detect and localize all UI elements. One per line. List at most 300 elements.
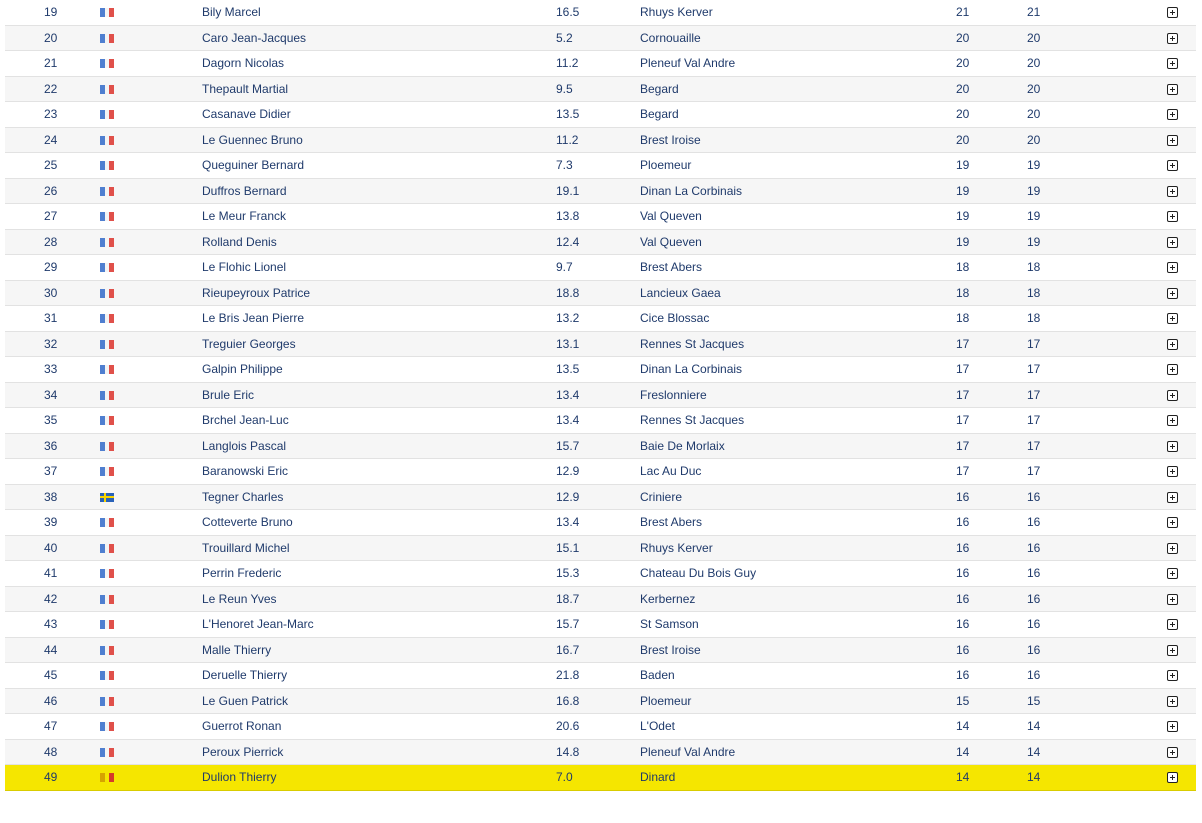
plus-square-icon[interactable]	[1167, 288, 1178, 299]
plus-square-icon[interactable]	[1167, 747, 1178, 758]
france-flag-icon	[100, 391, 114, 400]
handicap: 18.8	[556, 285, 580, 300]
handicap: 13.5	[556, 362, 580, 376]
player-name: Malle Thierry	[202, 642, 272, 657]
expand-cell	[1167, 485, 1181, 510]
plus-square-icon[interactable]	[1167, 415, 1178, 426]
table-row[interactable]	[5, 102, 1196, 128]
expand-cell	[1167, 587, 1181, 612]
player-name: Thepault Martial	[202, 81, 289, 96]
expand-cell	[1167, 306, 1181, 331]
handicap: 13.4	[556, 413, 580, 427]
expand-cell	[1167, 561, 1181, 586]
score-total: 20	[1027, 132, 1041, 147]
expand-cell	[1167, 26, 1181, 51]
score-total: 18	[1027, 311, 1041, 325]
plus-square-icon[interactable]	[1167, 492, 1178, 503]
handicap: 15.3	[556, 566, 580, 580]
handicap: 13.2	[556, 311, 580, 325]
table-row[interactable]	[5, 587, 1196, 613]
france-flag-icon	[100, 212, 114, 221]
rank-cell: 42	[44, 591, 58, 606]
rank-cell: 39	[44, 515, 58, 529]
rank-cell: 35	[44, 413, 58, 427]
table-row[interactable]	[5, 204, 1196, 230]
player-name: Dagorn Nicolas	[202, 56, 285, 70]
flag-cell	[100, 281, 114, 306]
handicap: 13.1	[556, 336, 580, 351]
plus-square-icon[interactable]	[1167, 237, 1178, 248]
france-flag-icon	[100, 314, 114, 323]
score-net: 16	[956, 668, 970, 682]
flag-cell	[100, 357, 114, 382]
score-net: 17	[956, 336, 970, 351]
france-flag-icon	[100, 161, 114, 170]
score-net: 18	[956, 260, 970, 274]
france-flag-icon	[100, 442, 114, 451]
plus-square-icon[interactable]	[1167, 313, 1178, 324]
france-flag-icon	[100, 85, 114, 94]
rank-cell: 19	[44, 5, 58, 19]
plus-square-icon[interactable]	[1167, 84, 1178, 95]
france-flag-icon	[100, 773, 114, 782]
score-total: 18	[1027, 285, 1041, 300]
club-name: Baden	[640, 668, 675, 682]
handicap: 11.2	[556, 132, 579, 147]
expand-cell	[1167, 765, 1181, 790]
flag-cell	[100, 459, 114, 484]
rank-cell: 43	[44, 617, 58, 631]
score-net: 20	[956, 107, 970, 121]
handicap: 9.5	[556, 81, 573, 96]
player-name: Casanave Didier	[202, 107, 291, 121]
club-name: Begard	[640, 107, 679, 121]
plus-square-icon[interactable]	[1167, 696, 1178, 707]
expand-cell	[1167, 153, 1181, 178]
club-name: Lac Au Duc	[640, 464, 702, 478]
player-name: Le Guen Patrick	[202, 693, 289, 708]
rank-cell: 29	[44, 260, 58, 274]
rank-cell: 45	[44, 668, 58, 682]
table-row[interactable]	[5, 459, 1196, 485]
plus-square-icon[interactable]	[1167, 568, 1178, 579]
france-flag-icon	[100, 59, 114, 68]
score-total: 16	[1027, 515, 1041, 529]
table-row[interactable]	[5, 26, 1196, 52]
handicap: 13.4	[556, 387, 580, 402]
france-flag-icon	[100, 263, 114, 272]
table-row[interactable]	[5, 689, 1196, 715]
flag-cell	[100, 204, 114, 229]
expand-cell	[1167, 510, 1181, 535]
france-flag-icon	[100, 620, 114, 629]
flag-cell	[100, 408, 114, 433]
table-row[interactable]	[5, 714, 1196, 740]
score-net: 17	[956, 387, 970, 402]
table-row[interactable]	[5, 663, 1196, 689]
club-name: Begard	[640, 81, 679, 96]
club-name: Freslonniere	[640, 387, 707, 402]
score-net: 20	[956, 81, 970, 96]
expand-cell	[1167, 0, 1181, 25]
club-name: Rhuys Kerver	[640, 540, 713, 555]
table-row[interactable]	[5, 255, 1196, 281]
flag-cell	[100, 77, 114, 102]
flag-cell	[100, 638, 114, 663]
score-total: 16	[1027, 642, 1041, 657]
score-net: 20	[956, 56, 970, 70]
table-row[interactable]	[5, 281, 1196, 307]
player-name: Le Reun Yves	[202, 591, 277, 606]
table-row[interactable]	[5, 332, 1196, 358]
expand-cell	[1167, 434, 1181, 459]
flag-cell	[100, 128, 114, 153]
france-flag-icon	[100, 365, 114, 374]
expand-cell	[1167, 230, 1181, 255]
club-name: Chateau Du Bois Guy	[640, 566, 757, 580]
handicap: 12.4	[556, 234, 580, 249]
player-name: Caro Jean-Jacques	[202, 30, 307, 45]
france-flag-icon	[100, 748, 114, 757]
flag-cell	[100, 561, 114, 586]
score-total: 16	[1027, 617, 1041, 631]
plus-square-icon[interactable]	[1167, 186, 1178, 197]
plus-square-icon[interactable]	[1167, 670, 1178, 681]
flag-cell	[100, 663, 114, 688]
table-row[interactable]	[5, 638, 1196, 664]
score-net: 20	[956, 30, 970, 45]
club-name: Lancieux Gaea	[640, 285, 721, 300]
rank-cell: 25	[44, 158, 58, 172]
handicap: 16.5	[556, 5, 580, 19]
score-net: 16	[956, 642, 970, 657]
score-total: 20	[1027, 107, 1041, 121]
table-row[interactable]	[5, 128, 1196, 154]
score-net: 19	[956, 183, 970, 198]
handicap: 11.2	[556, 56, 579, 70]
france-flag-icon	[100, 187, 114, 196]
plus-square-icon[interactable]	[1167, 7, 1178, 18]
player-name: Deruelle Thierry	[202, 668, 288, 682]
plus-square-icon[interactable]	[1167, 721, 1178, 732]
table-row[interactable]	[5, 485, 1196, 511]
rank-cell: 38	[44, 489, 58, 504]
club-name: Val Queven	[640, 209, 702, 223]
france-flag-icon	[100, 136, 114, 145]
plus-square-icon[interactable]	[1167, 543, 1178, 554]
table-row[interactable]	[5, 51, 1196, 77]
score-net: 18	[956, 285, 970, 300]
flag-cell	[100, 587, 114, 612]
club-name: Brest Iroise	[640, 642, 701, 657]
club-name: Rhuys Kerver	[640, 5, 713, 19]
plus-square-icon[interactable]	[1167, 517, 1178, 528]
plus-square-icon[interactable]	[1167, 390, 1178, 401]
player-name: Langlois Pascal	[202, 438, 287, 453]
club-name: Dinan La Corbinais	[640, 183, 743, 198]
player-name: Brchel Jean-Luc	[202, 413, 289, 427]
expand-cell	[1167, 536, 1181, 561]
club-name: Val Queven	[640, 234, 702, 249]
plus-square-icon[interactable]	[1167, 33, 1178, 44]
score-total: 17	[1027, 362, 1041, 376]
rank-cell: 27	[44, 209, 58, 223]
handicap: 16.8	[556, 693, 580, 708]
rank-cell: 28	[44, 234, 58, 249]
score-total: 16	[1027, 540, 1041, 555]
score-net: 16	[956, 515, 970, 529]
player-name: Trouillard Michel	[202, 540, 290, 555]
expand-cell	[1167, 689, 1181, 714]
score-total: 17	[1027, 413, 1041, 427]
flag-cell	[100, 153, 114, 178]
club-name: Rennes St Jacques	[640, 413, 745, 427]
handicap: 15.7	[556, 617, 580, 631]
table-row[interactable]	[5, 561, 1196, 587]
plus-square-icon[interactable]	[1167, 619, 1178, 630]
table-row[interactable]	[5, 77, 1196, 103]
france-flag-icon	[100, 34, 114, 43]
rank-cell: 47	[44, 719, 58, 733]
handicap: 13.8	[556, 209, 580, 223]
flag-cell	[100, 740, 114, 765]
rank-cell: 48	[44, 744, 58, 759]
club-name: Ploemeur	[640, 158, 692, 172]
handicap: 16.7	[556, 642, 580, 657]
flag-cell	[100, 383, 114, 408]
score-total: 16	[1027, 566, 1041, 580]
score-total: 17	[1027, 464, 1041, 478]
expand-cell	[1167, 459, 1181, 484]
flag-cell	[100, 765, 114, 790]
score-net: 14	[956, 719, 970, 733]
france-flag-icon	[100, 467, 114, 476]
expand-cell	[1167, 408, 1181, 433]
player-name: Duffros Bernard	[202, 183, 287, 198]
flag-cell	[100, 0, 114, 25]
score-total: 19	[1027, 209, 1041, 223]
rank-cell: 31	[44, 311, 58, 325]
table-row[interactable]	[5, 306, 1196, 332]
player-name: Baranowski Eric	[202, 464, 289, 478]
expand-cell	[1167, 638, 1181, 663]
player-name: Brule Eric	[202, 387, 255, 402]
rank-cell: 37	[44, 464, 58, 478]
flag-cell	[100, 179, 114, 204]
score-net: 14	[956, 770, 970, 784]
player-name: Tegner Charles	[202, 489, 284, 504]
france-flag-icon	[100, 110, 114, 119]
flag-cell	[100, 26, 114, 51]
table-row[interactable]	[5, 357, 1196, 383]
score-total: 20	[1027, 56, 1041, 70]
club-name: Dinard	[640, 770, 676, 784]
score-net: 16	[956, 540, 970, 555]
plus-square-icon[interactable]	[1167, 262, 1178, 273]
expand-cell	[1167, 204, 1181, 229]
rank-cell: 23	[44, 107, 58, 121]
handicap: 9.7	[556, 260, 573, 274]
table-row[interactable]	[5, 383, 1196, 409]
score-total: 16	[1027, 591, 1041, 606]
score-total: 17	[1027, 387, 1041, 402]
club-name: Brest Abers	[640, 515, 703, 529]
score-net: 19	[956, 209, 970, 223]
table-row-highlighted[interactable]	[5, 765, 1196, 791]
expand-cell	[1167, 102, 1181, 127]
france-flag-icon	[100, 340, 114, 349]
score-net: 17	[956, 362, 970, 376]
table-row[interactable]	[5, 510, 1196, 536]
table-row[interactable]	[5, 179, 1196, 205]
expand-cell	[1167, 255, 1181, 280]
handicap: 21.8	[556, 668, 580, 682]
plus-square-icon[interactable]	[1167, 135, 1178, 146]
plus-square-icon[interactable]	[1167, 466, 1178, 477]
player-name: Queguiner Bernard	[202, 158, 305, 172]
rank-cell: 36	[44, 438, 58, 453]
handicap: 5.2	[556, 30, 573, 45]
flag-cell	[100, 255, 114, 280]
score-net: 16	[956, 566, 970, 580]
table-row[interactable]	[5, 536, 1196, 562]
handicap: 20.6	[556, 719, 580, 733]
score-net: 17	[956, 464, 970, 478]
score-total: 16	[1027, 668, 1041, 682]
score-total: 21	[1027, 5, 1041, 19]
france-flag-icon	[100, 544, 114, 553]
player-name: Le Flohic Lionel	[202, 260, 287, 274]
table-row[interactable]	[5, 740, 1196, 766]
score-net: 17	[956, 413, 970, 427]
handicap: 14.8	[556, 744, 580, 759]
plus-square-icon[interactable]	[1167, 58, 1178, 69]
france-flag-icon	[100, 646, 114, 655]
table-row[interactable]	[5, 230, 1196, 256]
plus-square-icon[interactable]	[1167, 211, 1178, 222]
score-net: 16	[956, 489, 970, 504]
player-name: Bily Marcel	[202, 5, 261, 19]
expand-cell	[1167, 383, 1181, 408]
handicap: 19.1	[556, 183, 580, 198]
score-total: 17	[1027, 438, 1041, 453]
score-total: 16	[1027, 489, 1041, 504]
plus-square-icon[interactable]	[1167, 339, 1178, 350]
plus-square-icon[interactable]	[1167, 772, 1178, 783]
expand-cell	[1167, 179, 1181, 204]
flag-cell	[100, 485, 114, 510]
score-net: 19	[956, 234, 970, 249]
france-flag-icon	[100, 671, 114, 680]
flag-cell	[100, 434, 114, 459]
france-flag-icon	[100, 8, 114, 17]
score-total: 19	[1027, 158, 1041, 172]
club-name: Cornouaille	[640, 30, 701, 45]
score-total: 17	[1027, 336, 1041, 351]
score-net: 17	[956, 438, 970, 453]
rank-cell: 20	[44, 30, 58, 45]
plus-square-icon[interactable]	[1167, 645, 1178, 656]
rank-cell: 44	[44, 642, 58, 657]
rank-cell: 33	[44, 362, 58, 376]
handicap: 12.9	[556, 489, 580, 504]
club-name: Brest Iroise	[640, 132, 701, 147]
club-name: L'Odet	[640, 719, 675, 733]
rank-cell: 26	[44, 183, 58, 198]
club-name: Cice Blossac	[640, 311, 710, 325]
score-net: 20	[956, 132, 970, 147]
plus-square-icon[interactable]	[1167, 364, 1178, 375]
handicap: 15.7	[556, 438, 580, 453]
rank-cell: 34	[44, 387, 58, 402]
score-total: 14	[1027, 770, 1041, 784]
player-name: Perrin Frederic	[202, 566, 282, 580]
table-row[interactable]	[5, 612, 1196, 638]
club-name: Kerbernez	[640, 591, 696, 606]
club-name: St Samson	[640, 617, 699, 631]
handicap: 13.4	[556, 515, 580, 529]
expand-cell	[1167, 612, 1181, 637]
flag-cell	[100, 230, 114, 255]
score-total: 20	[1027, 81, 1041, 96]
handicap: 7.0	[556, 770, 573, 784]
france-flag-icon	[100, 722, 114, 731]
score-net: 16	[956, 591, 970, 606]
flag-cell	[100, 51, 114, 76]
score-net: 21	[956, 5, 970, 19]
rank-cell: 21	[44, 56, 58, 70]
expand-cell	[1167, 663, 1181, 688]
player-name: Guerrot Ronan	[202, 719, 282, 733]
score-total: 20	[1027, 30, 1041, 45]
table-row[interactable]	[5, 153, 1196, 179]
plus-square-icon[interactable]	[1167, 594, 1178, 605]
player-name: Treguier Georges	[202, 336, 296, 351]
rank-cell: 24	[44, 132, 58, 147]
expand-cell	[1167, 714, 1181, 739]
flag-cell	[100, 510, 114, 535]
player-name: L'Henoret Jean-Marc	[202, 617, 314, 631]
expand-cell	[1167, 332, 1181, 357]
expand-cell	[1167, 51, 1181, 76]
expand-cell	[1167, 77, 1181, 102]
table-row[interactable]	[5, 0, 1196, 26]
leaderboard-table	[5, 0, 1196, 791]
player-name: Rolland Denis	[202, 234, 277, 249]
table-row[interactable]	[5, 408, 1196, 434]
flag-cell	[100, 332, 114, 357]
club-name: Pleneuf Val Andre	[640, 744, 736, 759]
table-row[interactable]	[5, 434, 1196, 460]
score-net: 19	[956, 158, 970, 172]
score-total: 19	[1027, 183, 1041, 198]
club-name: Rennes St Jacques	[640, 336, 745, 351]
player-name: Rieupeyroux Patrice	[202, 285, 311, 300]
score-total: 19	[1027, 234, 1041, 249]
expand-cell	[1167, 128, 1181, 153]
france-flag-icon	[100, 569, 114, 578]
plus-square-icon[interactable]	[1167, 109, 1178, 120]
club-name: Pleneuf Val Andre	[640, 56, 736, 70]
flag-cell	[100, 714, 114, 739]
plus-square-icon[interactable]	[1167, 441, 1178, 452]
plus-square-icon[interactable]	[1167, 160, 1178, 171]
score-net: 16	[956, 617, 970, 631]
score-total: 15	[1027, 693, 1041, 708]
flag-cell	[100, 306, 114, 331]
score-net: 14	[956, 744, 970, 759]
france-flag-icon	[100, 238, 114, 247]
